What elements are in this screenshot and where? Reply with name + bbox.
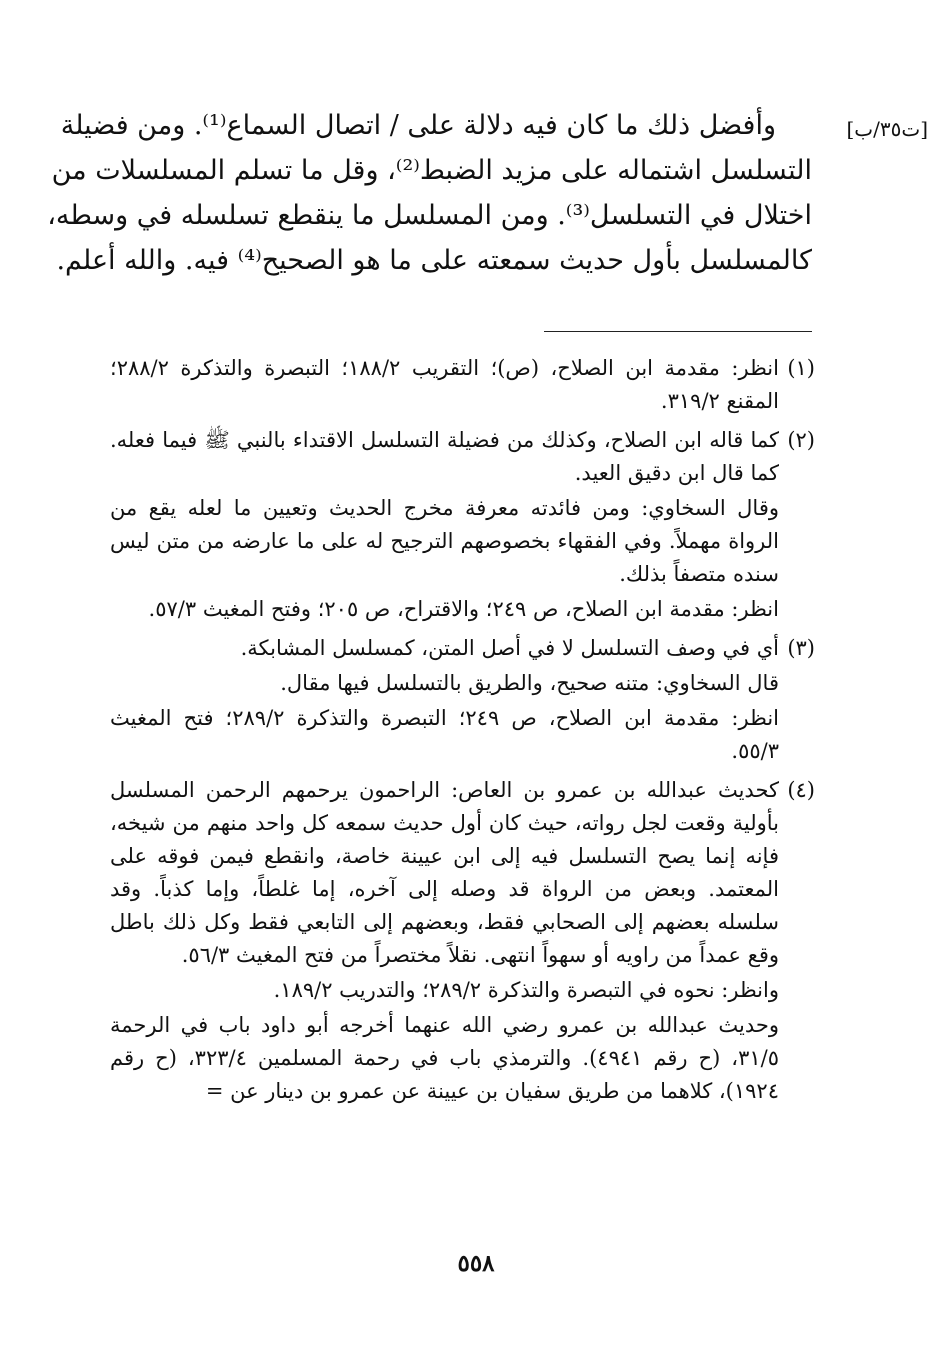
footnote-paragraph: وقال السخاوي: ومن فائدته معرفة مخرج الحديث وتعيين ما لعله يقع من الرواة مهملاً. وفي الفقهاء بخصوصهم الترجيح له على ما عارضه من متن ليس سنده متصفاً بذلك. — [110, 496, 779, 586]
footnote-3 — [110, 632, 815, 768]
footnote-paragraph: كحديث عبدالله بن عمرو بن العاص: الراحمون يرحمهم الرحمن المسلسل بأولية وقعت لجل رواته، حيث كان أول حديث سمعه كل واحد منهم من شيخه، فإنه إنما يصح التسلسل فيه إلى ابن عيينة خاصة، وانقطع فيمن فوقه على المعتمد. وبعض من الرواة قد وصله إلى آخره، إما غلطاً، وإما كذباً. وقد سلسله بعضهم إلى الصحابي فقط، وبعضهم إلى التابعي فقط وكل ذلك باطل وقع عمداً من راويه أو سهواً انتهى. نقلاً مختصراً من فتح المغيث ٥٦/٣. — [110, 778, 779, 967]
footnote-2 — [110, 424, 815, 626]
footnote-number: (٤) — [787, 778, 815, 802]
footnote-1 — [110, 352, 815, 418]
footnote-paragraph: أي في وصف التسلسل لا في أصل المتن، كمسلسل المشابكة. — [240, 636, 779, 660]
body-line: وأفضل ذلك ما كان فيه دلالة على / اتصال السماع⁽¹⁾. ومن فضيلة — [60, 110, 776, 141]
footnote-paragraph: وحديث عبدالله بن عمرو رضي الله عنهما أخرجه أبو داود باب في الرحمة ٣١/٥، (ح رقم ٤٩٤١). والترمذي باب في رحمة المسلمين ٣٢٣/٤، (ح رقم ١٩٢٤)، كلاهما من طريق سفيان بن عيينة عن عمرو بن دينار عن = — [110, 1013, 779, 1103]
body-line: التسلسل اشتماله على مزيد الضبط⁽²⁾، وقل ما تسلم المسلسلات من — [51, 155, 812, 186]
footnote-paragraph: كما قاله ابن الصلاح، وكذلك من فضيلة التسلسل الاقتداء بالنبي ﷺ فيما فعله. كما قال ابن دقيق العيد. — [110, 428, 779, 485]
footnote-number: (٣) — [787, 636, 815, 660]
footnote-paragraph: انظر: مقدمة ابن الصلاح، ص ٢٤٩؛ التبصرة والتذكرة ٢٨٩/٢؛ فتح المغيث ٥٥/٣. — [110, 706, 779, 763]
footnote-paragraph: وانظر: نحوه في التبصرة والتذكرة ٢٨٩/٢؛ والتدريب ١٨٩/٢. — [273, 978, 779, 1002]
body-line: كالمسلسل بأول حديث سمعته على ما هو الصحيح⁽⁴⁾ فيه. والله أعلم. — [56, 245, 812, 276]
footnote-number: (٢) — [787, 428, 815, 452]
footnote-paragraph: انظر: مقدمة ابن الصلاح، (ص)؛ التقريب ١٨٨/٢؛ التبصرة والتذكرة ٢٨٨/٢؛ المقنع ٣١٩/٢. — [110, 356, 779, 413]
body-line: اختلال في التسلسل⁽³⁾. ومن المسلسل ما ينقطع تسلسله في وسطه، — [47, 200, 812, 231]
footnote-paragraph: قال السخاوي: متنه صحيح، والطريق بالتسلسل فيها مقال. — [280, 671, 779, 695]
manuscript-folio-reference: [ت٣٥/ب] — [846, 117, 928, 141]
footnote-number: (١) — [787, 356, 815, 380]
footnote-4 — [110, 774, 815, 1108]
footnotes-section — [110, 352, 815, 1114]
page-number: ٥٥٨ — [457, 1250, 495, 1277]
main-body-text — [47, 103, 812, 283]
footnote-paragraph: انظر: مقدمة ابن الصلاح، ص ٢٤٩؛ والاقتراح، ص ٢٠٥؛ وفتح المغيث ٥٧/٣. — [148, 597, 779, 621]
footnote-separator-rule — [544, 331, 812, 332]
